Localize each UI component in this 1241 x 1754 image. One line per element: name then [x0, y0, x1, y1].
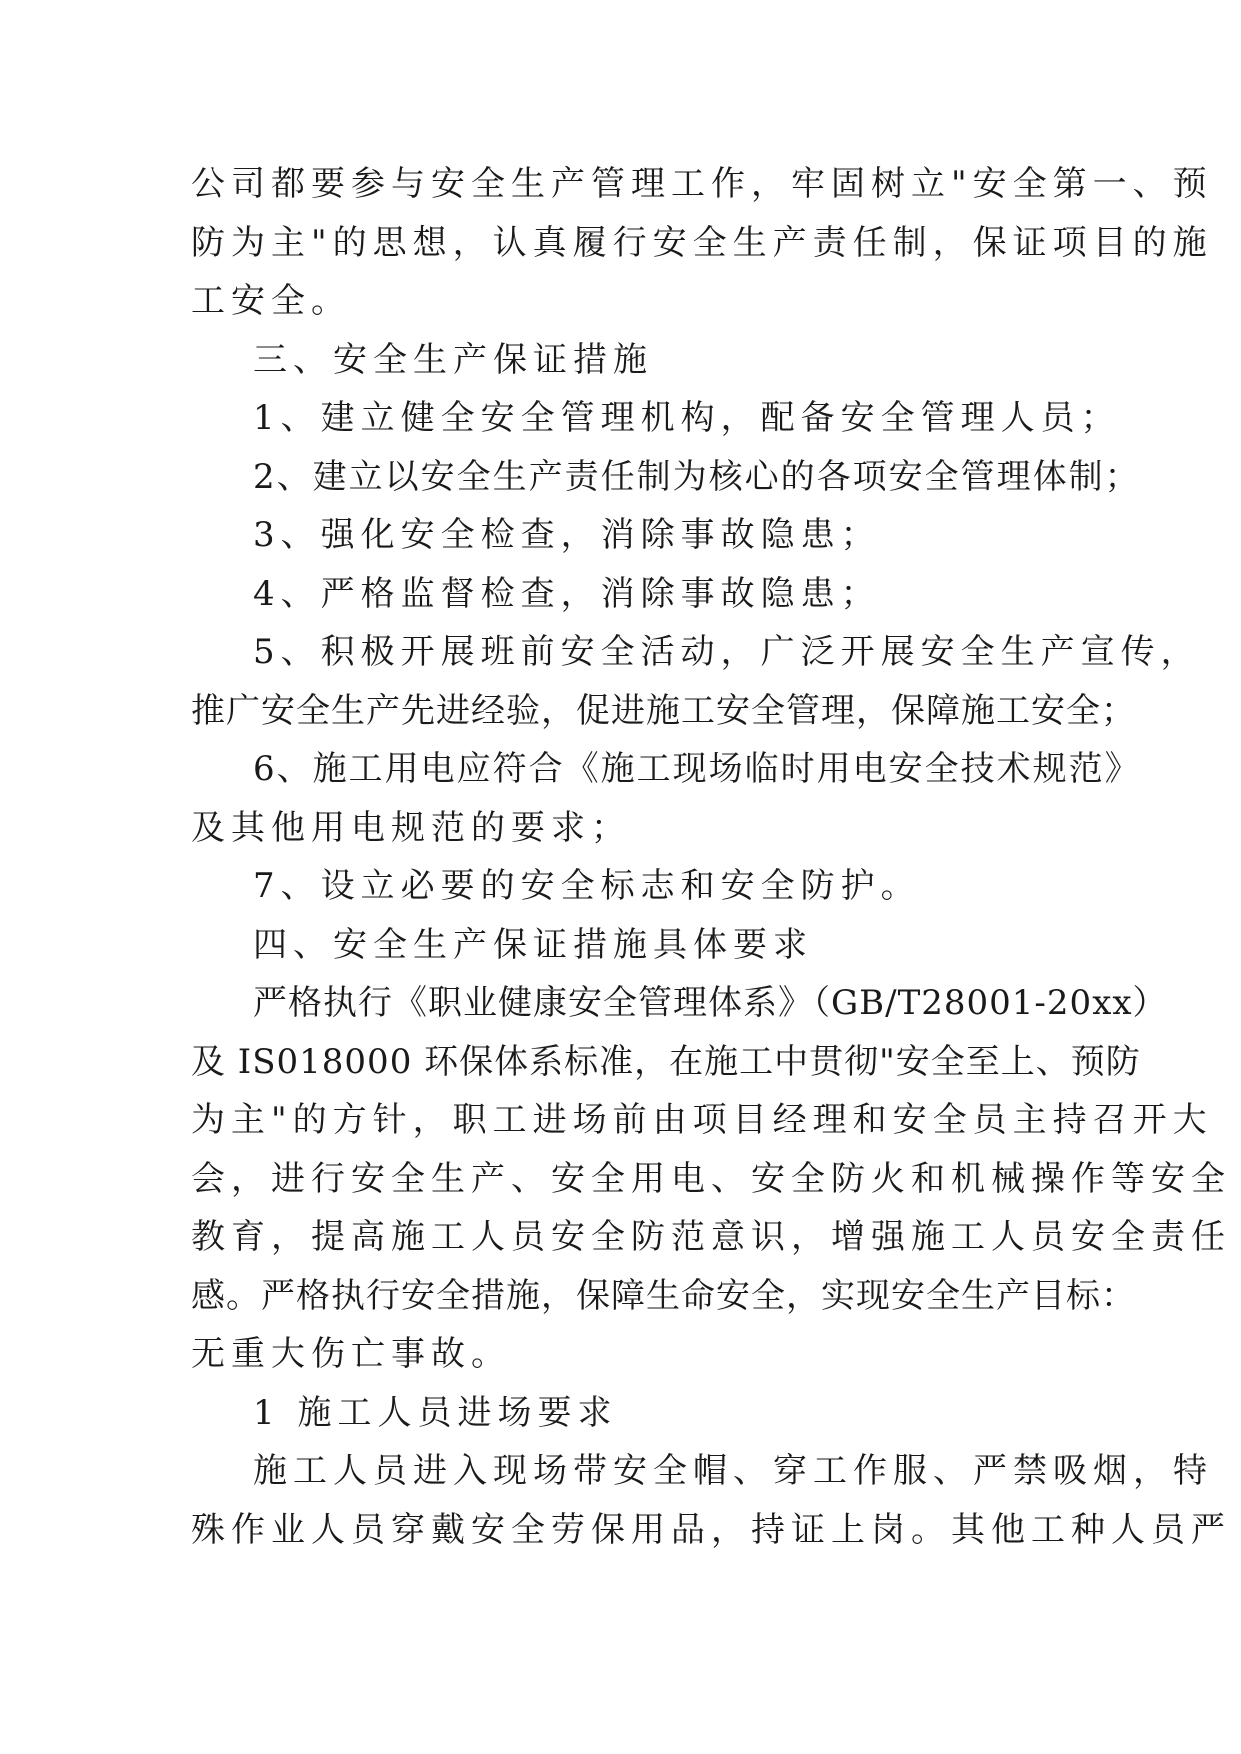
paragraph-line: 殊作业人员穿戴安全劳保用品，持证上岗。其他工种人员严	[191, 1509, 1231, 1550]
list-item: 1、建立健全安全管理机构，配备安全管理人员；	[253, 398, 1121, 438]
list-item: 6、施工用电应符合《施工现场临时用电安全技术规范》	[253, 749, 1141, 789]
document-body	[191, 155, 1231, 1559]
paragraph-line: 感。严格执行安全措施，保障生命安全，实现安全生产目标：	[191, 1275, 1136, 1316]
paragraph-line: 公司都要参与安全生产管理工作，牢固树立"安全第一、预	[191, 164, 1213, 204]
paragraph-line: 严格执行《职业健康安全管理体系》（GB/T28001-20xx）	[253, 983, 1168, 1023]
paragraph-line: 施工人员进入现场带安全帽、穿工作服、严禁吸烟，特	[253, 1451, 1213, 1491]
paragraph-line: 防为主"的思想，认真履行安全生产责任制，保证项目的施	[191, 222, 1213, 263]
list-item: 5、积极开展班前安全活动，广泛开展安全生产宣传，	[253, 632, 1201, 672]
paragraph-line: 会，进行安全生产、安全用电、安全防火和机械操作等安全	[191, 1158, 1231, 1199]
list-item: 2、建立以安全生产责任制为核心的各项安全管理体制；	[253, 456, 1141, 497]
paragraph-line: 教育，提高施工人员安全防范意识，增强施工人员安全责任	[191, 1217, 1231, 1257]
paragraph-line: 无重大伤亡事故。	[191, 1334, 511, 1374]
list-item: 7、设立必要的安全标志和安全防护。	[253, 866, 921, 906]
list-item: 4、严格监督检查，消除事故隐患；	[253, 573, 881, 614]
paragraph-line: 推广安全生产先进经验，促进施工安全管理，保障施工安全；	[191, 690, 1136, 731]
paragraph-line: 及其他用电规范的要求；	[191, 807, 631, 848]
sub-heading: 1 施工人员进场要求	[253, 1392, 618, 1433]
section-heading: 四、安全生产保证措施具体要求	[253, 924, 813, 965]
section-heading: 三、安全生产保证措施	[253, 339, 653, 380]
paragraph-line: 工安全。	[191, 281, 351, 321]
list-item: 3、强化安全检查，消除事故隐患；	[253, 515, 881, 555]
paragraph-line: 为主"的方针，职工进场前由项目经理和安全员主持召开大	[191, 1100, 1213, 1140]
paragraph-line: 及 IS018000 环保体系标准，在施工中贯彻"安全至上、预防	[191, 1041, 1141, 1082]
